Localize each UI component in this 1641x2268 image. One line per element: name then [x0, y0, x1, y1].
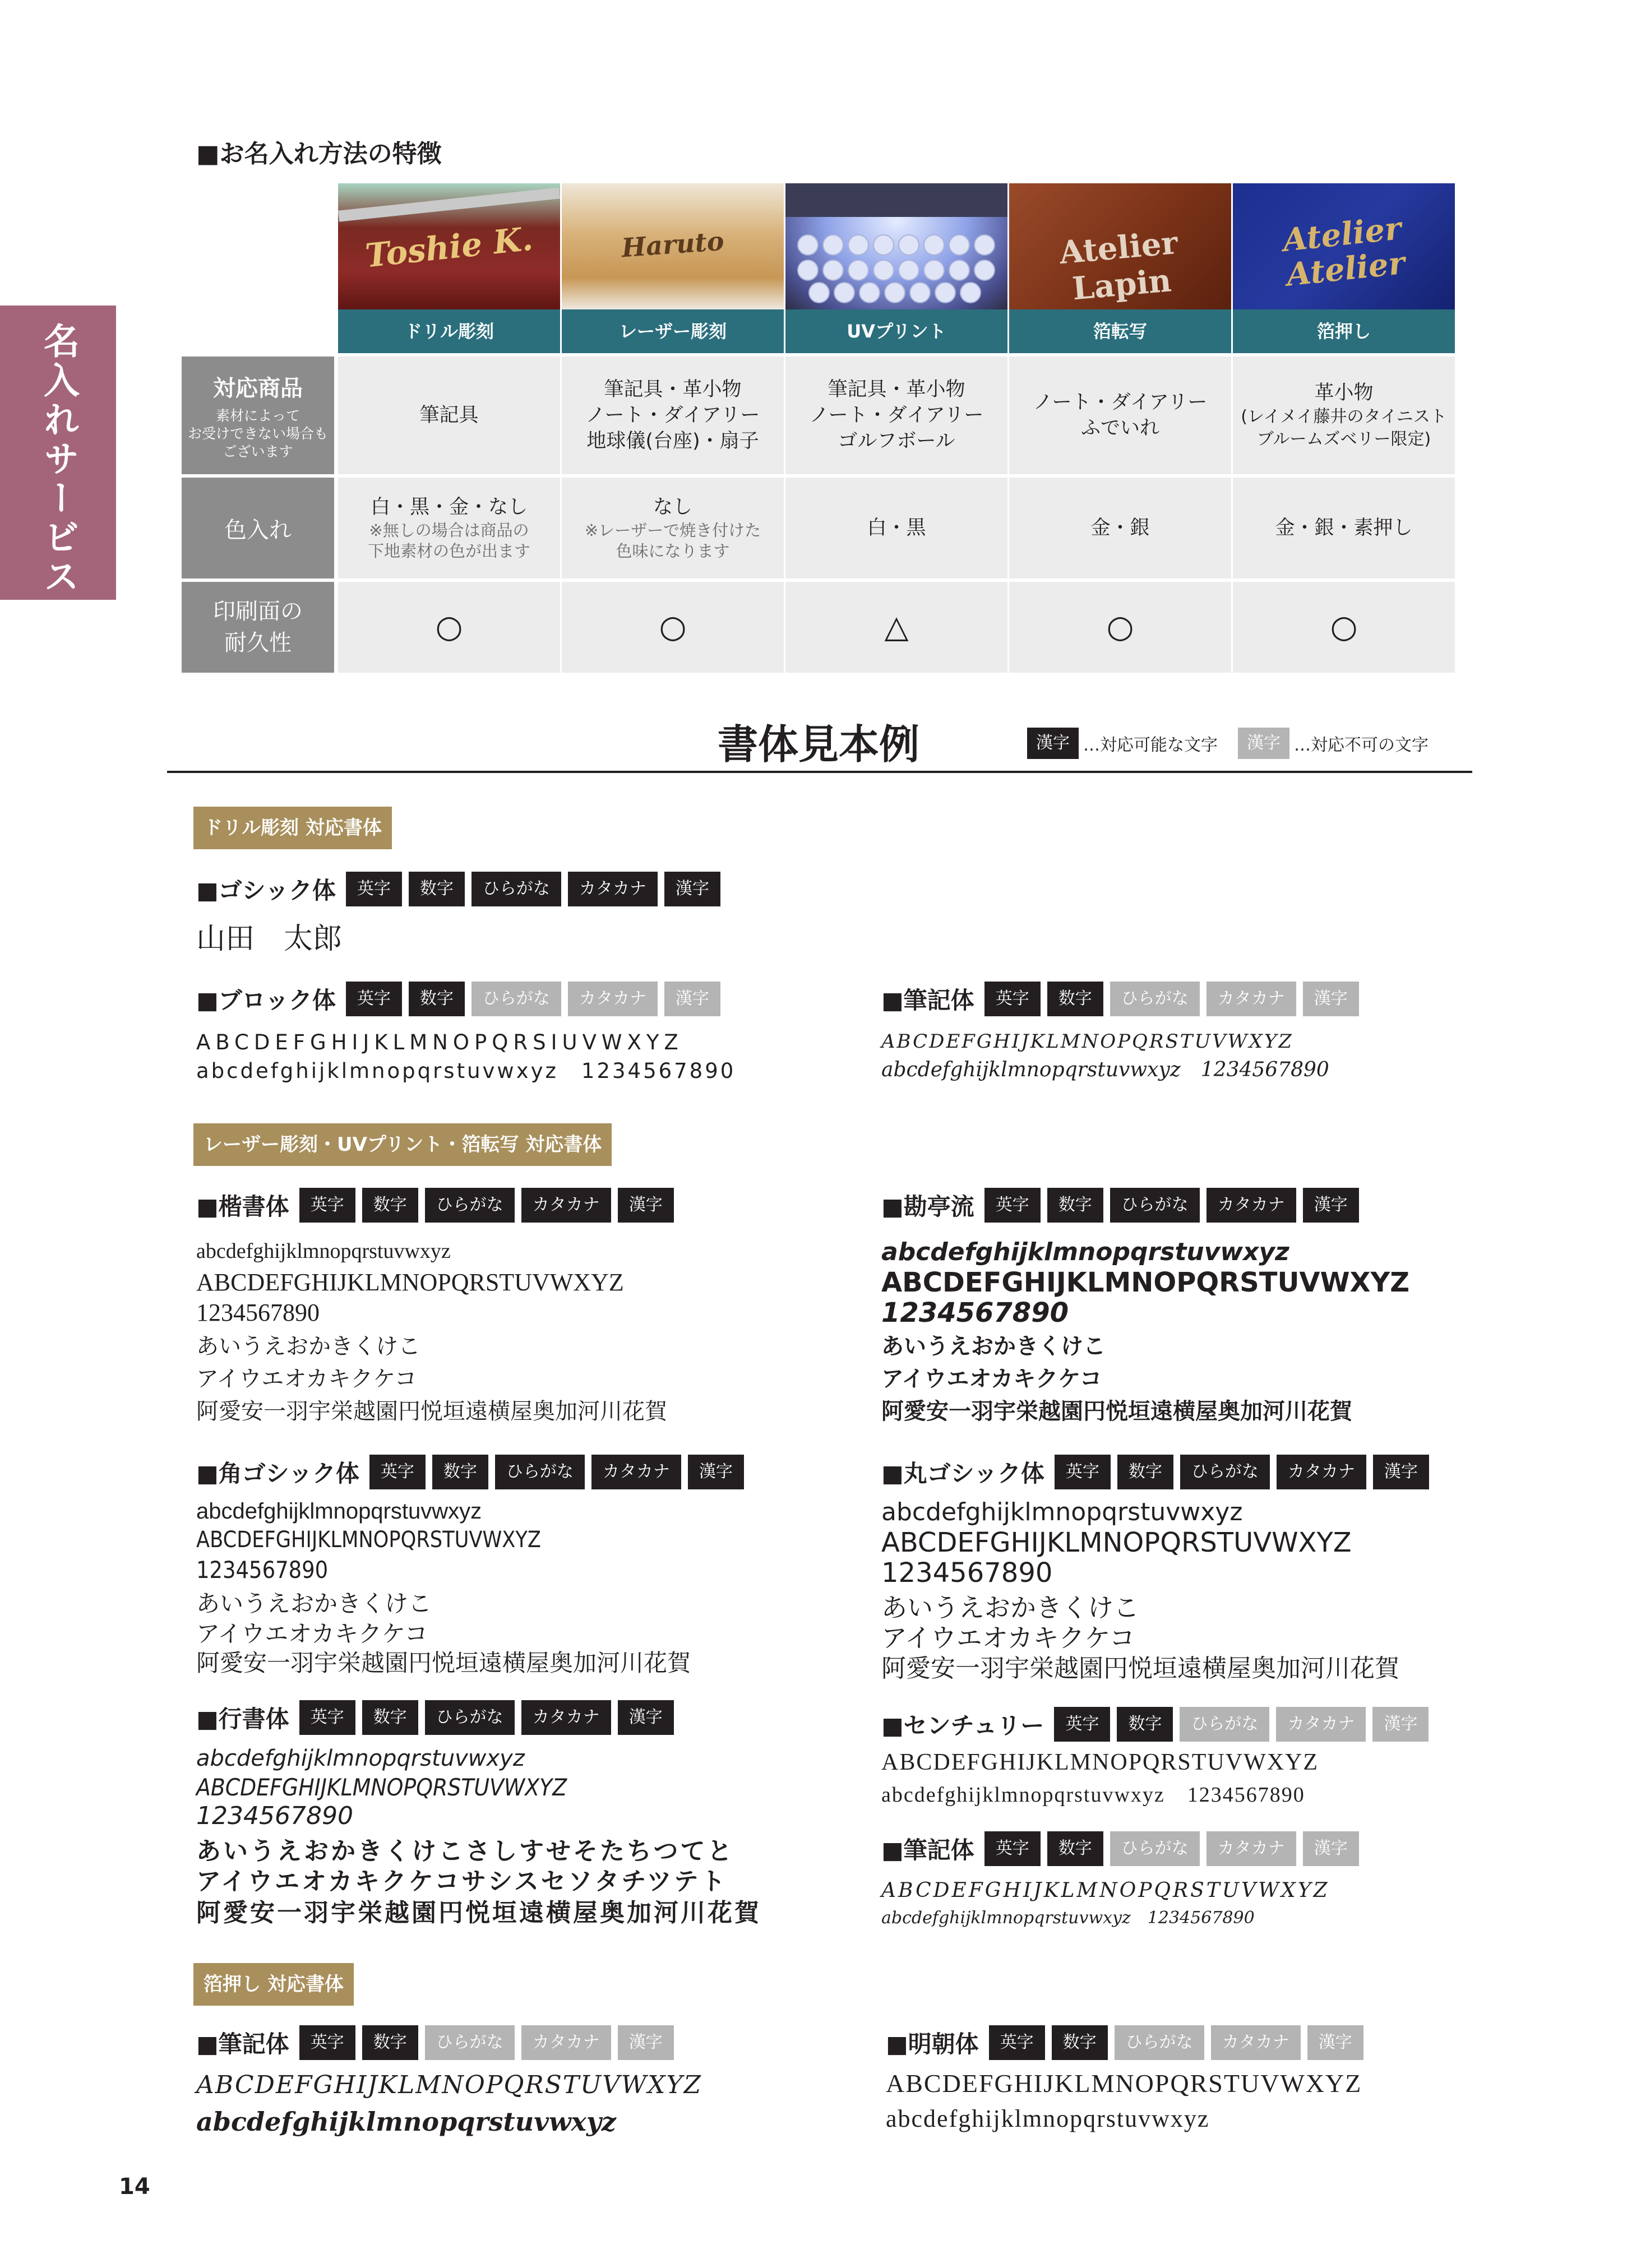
- tag-kanji: 漢字: [1303, 1831, 1359, 1866]
- font-row-kanteiryu: [881, 1187, 1366, 1223]
- legend-off-tag: 漢字: [1238, 728, 1289, 759]
- color-note: 色味になります: [616, 541, 730, 561]
- sample-gothic: 山田 太郎: [196, 922, 343, 956]
- tag-katakana: カタカナ: [1207, 1188, 1296, 1223]
- tag-hiragana: ひらがな: [1110, 982, 1200, 1016]
- sample-kanteiryu-1: abcdefghijklmnopqrstuvwxyz: [881, 1238, 1289, 1266]
- tag-numbers: 数字: [432, 1455, 488, 1489]
- tag-kanji: 漢字: [618, 2025, 674, 2060]
- sample-marugothic-1: abcdefghijklmnopqrstuvwxyz: [881, 1498, 1243, 1526]
- durability-mark: ○: [659, 609, 687, 645]
- tag-numbers: 数字: [409, 872, 465, 906]
- font-row-kaisho: [196, 1187, 681, 1223]
- sample-marugothic-4: あいうえおかきくけこ: [881, 1593, 1139, 1623]
- sample-kaisho-3: 1234567890: [196, 1299, 320, 1326]
- sample-marugothic-2: ABCDEFGHIJKLMNOPQRSTUVWXYZ: [881, 1527, 1352, 1558]
- color-main: 白・黒: [867, 517, 926, 539]
- durability-mark: ○: [1330, 609, 1358, 645]
- photo-foil-transfer: [1009, 183, 1231, 309]
- tag-hiragana: ひらがな: [1180, 1455, 1270, 1489]
- color-cell-laser: [562, 478, 784, 578]
- tag-hiragana: ひらがな: [425, 2025, 515, 2060]
- durability-mark: △: [884, 609, 909, 645]
- tag-katakana: カタカナ: [1207, 982, 1296, 1016]
- photo-foil-transfer-text: Atelier Lapin: [1057, 224, 1180, 308]
- tag-english: 英字: [346, 872, 402, 906]
- tag-kanji: 漢字: [1372, 1707, 1429, 1742]
- sample-kanteiryu-6: 阿愛安一羽宇栄越園円悦垣遠横屋奥加河川花賀: [881, 1399, 1352, 1424]
- method-header-drill: ドリル彫刻: [338, 309, 560, 353]
- tag-numbers: 数字: [1047, 1188, 1103, 1223]
- products-cell-foil-transfer: [1009, 357, 1231, 474]
- tag-numbers: 数字: [1047, 1831, 1103, 1866]
- methods-section-title: ■お名入れ方法の特徴: [196, 140, 442, 168]
- color-main: 金・銀: [1090, 517, 1150, 539]
- row-header-products-note: ございます: [223, 443, 293, 460]
- sample-kakugothic-1: abcdefghijklmnopqrstuvwxyz: [196, 1499, 482, 1524]
- tag-numbers: 数字: [362, 1700, 418, 1735]
- legend-off-text: …対応不可の文字: [1294, 735, 1429, 755]
- sample-kakugothic-5: アイウエオカキクケコ: [196, 1620, 428, 1647]
- sample-hikki-3-lower: abcdefghijklmnopqrstuvwxyz: [196, 2107, 616, 2137]
- legend-on-text: …対応可能な文字: [1083, 735, 1218, 755]
- color-cell-uv: [785, 478, 1007, 578]
- font-row-block: [196, 981, 727, 1017]
- font-name: ■筆記体: [881, 1836, 974, 1864]
- row-header-products-note: 素材によって: [215, 407, 300, 424]
- products-line: 筆記具・革小物: [828, 378, 965, 401]
- products-line: ノート・ダイアリー: [809, 404, 984, 427]
- page-number: 14: [119, 2174, 150, 2200]
- color-note: 下地素材の色が出ます: [367, 541, 530, 561]
- products-line: ふでいれ: [1080, 417, 1159, 439]
- tag-numbers: 数字: [1117, 1707, 1173, 1742]
- tag-hiragana: ひらがな: [495, 1455, 585, 1489]
- row-header-products-title: 対応商品: [213, 375, 303, 401]
- durability-cell-drill: [338, 582, 560, 673]
- tag-kanji: 漢字: [618, 1188, 674, 1223]
- tag-hiragana: ひらがな: [1180, 1707, 1269, 1742]
- sample-mincho-upper: ABCDEFGHIJKLMNOPQRSTUVWXYZ: [886, 2069, 1362, 2098]
- durability-mark: ○: [1106, 609, 1134, 645]
- products-line: 筆記具・革小物: [604, 378, 742, 401]
- tag-kanji: 漢字: [1373, 1455, 1429, 1489]
- sample-kaisho-6: 阿愛安一羽宇栄越園円悦垣遠横屋奥加河川花賀: [196, 1399, 667, 1424]
- sample-kaisho-1: abcdefghijklmnopqrstuvwxyz: [196, 1239, 451, 1263]
- photo-foil-press: [1233, 183, 1455, 309]
- products-cell-laser: [562, 357, 784, 474]
- legend-on-tag: 漢字: [1027, 728, 1079, 759]
- tag-english: 英字: [299, 2025, 355, 2060]
- sample-kanteiryu-4: あいうえおかきくけこ: [881, 1334, 1106, 1359]
- font-name: ■センチュリー: [881, 1712, 1044, 1739]
- font-samples-title: 書体見本例: [718, 720, 920, 768]
- products-cell-drill: [338, 357, 560, 474]
- sample-gyosho-5: アイウエオカキクケコサシスセソタチツテト: [196, 1867, 728, 1896]
- row-header-products: [182, 357, 334, 474]
- font-row-century: [881, 1706, 1435, 1742]
- font-name: ■ゴシック体: [196, 877, 336, 904]
- row-header-durability: [182, 582, 334, 673]
- tag-kanji: 漢字: [664, 872, 720, 906]
- products-line: ノート・ダイアリー: [1033, 391, 1208, 414]
- sample-block-lower: abcdefghijklmnopqrstuvwxyz 1234567890: [196, 1059, 736, 1083]
- sample-hikki-2-upper: ABCDEFGHIJKLMNOPQRSTUVWXYZ: [881, 1879, 1330, 1902]
- color-note: ※無しの場合は商品の: [369, 521, 529, 540]
- products-cell-foil-press: [1233, 357, 1455, 474]
- photo-drill: [338, 183, 560, 309]
- photo-laser-engraving: Haruto: [620, 225, 725, 263]
- sample-gyosho-6: 阿愛安一羽宇栄越園円悦垣遠横屋奥加河川花賀: [196, 1899, 761, 1927]
- sample-hikki-1-upper: ABCDEFGHIJKLMNOPQRSTUVWXYZ: [881, 1030, 1293, 1053]
- tag-numbers: 数字: [1117, 1455, 1173, 1489]
- legend: [1027, 728, 1429, 759]
- tag-english: 英字: [299, 1188, 355, 1223]
- durability-cell-foil-press: [1233, 582, 1455, 673]
- tag-kanji: 漢字: [688, 1455, 744, 1489]
- sample-century-upper: ABCDEFGHIJKLMNOPQRSTUVWXYZ: [881, 1749, 1319, 1775]
- tag-katakana: カタカナ: [591, 1455, 681, 1489]
- tag-hiragana: ひらがな: [1115, 2025, 1204, 2060]
- font-name: ■筆記体: [881, 987, 974, 1014]
- sample-kanteiryu-5: アイウエオカキクケコ: [881, 1366, 1102, 1392]
- font-row-marugothic: [881, 1454, 1436, 1490]
- tag-katakana: カタカナ: [1277, 1455, 1366, 1489]
- tag-kanji: 漢字: [1307, 2025, 1363, 2060]
- tag-katakana: カタカナ: [1207, 1831, 1296, 1866]
- tag-kanji: 漢字: [1303, 1188, 1359, 1223]
- sample-gyosho-1: abcdefghijklmnopqrstuvwxyz: [196, 1746, 525, 1771]
- row-header-color: [182, 478, 334, 578]
- sample-hikki-2-lower: abcdefghijklmnopqrstuvwxyz 1234567890: [881, 1908, 1255, 1928]
- tag-katakana: カタカナ: [1211, 2025, 1301, 2060]
- sample-century-lower: abcdefghijklmnopqrstuvwxyz 1234567890: [881, 1783, 1305, 1807]
- products-line: 革小物: [1314, 382, 1374, 404]
- font-row-gothic: [196, 871, 727, 907]
- products-line: ノート・ダイアリー: [585, 404, 760, 427]
- sample-kakugothic-2: ABCDEFGHIJKLMNOPQRSTUVWXYZ: [196, 1527, 542, 1553]
- color-cell-drill: [338, 478, 560, 578]
- tag-english: 英字: [989, 2025, 1045, 2060]
- sample-kaisho-2: ABCDEFGHIJKLMNOPQRSTUVWXYZ: [196, 1269, 624, 1296]
- tag-english: 英字: [1054, 1707, 1110, 1742]
- sample-gyosho-2: ABCDEFGHIJKLMNOPQRSTUVWXYZ: [196, 1774, 567, 1801]
- sample-kakugothic-4: あいうえおかきくけこ: [196, 1590, 432, 1617]
- font-name: ■筆記体: [196, 2030, 289, 2058]
- color-cell-foil-press: [1233, 478, 1455, 578]
- tag-hiragana: ひらがな: [472, 872, 561, 906]
- side-tab: [0, 306, 116, 600]
- sample-hikki-3-upper: ABCDEFGHIJKLMNOPQRSTUVWXYZ: [196, 2071, 702, 2099]
- tag-hiragana: ひらがな: [425, 1188, 515, 1223]
- photo-laser: [562, 183, 784, 309]
- sample-kaisho-5: アイウエオカキクケコ: [196, 1366, 417, 1392]
- row-header-durability-title: 印刷面の: [213, 599, 303, 624]
- font-name: ■丸ゴシック体: [881, 1460, 1044, 1487]
- tag-katakana: カタカナ: [568, 872, 658, 906]
- row-header-products-note: お受けできない場合も: [187, 425, 328, 442]
- title-divider: [167, 771, 1472, 773]
- sample-mincho-lower: abcdefghijklmnopqrstuvwxyz: [886, 2105, 1210, 2132]
- products-line: ゴルフボール: [838, 430, 955, 452]
- tag-english: 英字: [1055, 1455, 1111, 1489]
- tag-kanji: 漢字: [664, 982, 720, 1016]
- tag-katakana: カタカナ: [568, 982, 658, 1016]
- durability-mark: ○: [435, 609, 463, 645]
- tag-katakana: カタカナ: [1276, 1707, 1366, 1742]
- section-header-foil: 箔押し 対応書体: [193, 1963, 354, 2006]
- products-cell-uv: [785, 357, 1007, 474]
- durability-cell-laser: [562, 582, 784, 673]
- font-row-hikki-2: [881, 1831, 1366, 1867]
- font-name: ■行書体: [196, 1705, 289, 1733]
- sample-gyosho-4: あいうえおかきくけこさしすせそたちつてと: [196, 1837, 734, 1866]
- font-name: ■角ゴシック体: [196, 1460, 359, 1487]
- method-header-uv: UVプリント: [785, 309, 1007, 353]
- sample-kakugothic-6: 阿愛安一羽宇栄越園円悦垣遠横屋奥加河川花賀: [196, 1649, 691, 1677]
- tag-hiragana: ひらがな: [1110, 1831, 1200, 1866]
- products-line: 地球儀(台座)・扇子: [586, 430, 759, 452]
- tag-numbers: 数字: [362, 1188, 418, 1223]
- sample-kanteiryu-2: ABCDEFGHIJKLMNOPQRSTUVWXYZ: [881, 1267, 1410, 1298]
- tag-numbers: 数字: [409, 982, 465, 1016]
- color-main: 金・銀・素押し: [1275, 517, 1413, 539]
- tag-english: 英字: [346, 982, 402, 1016]
- sample-gyosho-3: 1234567890: [196, 1802, 353, 1830]
- products-line: ブルームズベリー限定): [1256, 429, 1431, 449]
- sample-block-upper: ABCDEFGHIJKLMNOPQRSIUVWXYZ: [196, 1030, 683, 1054]
- side-tab-label: 名入れサービス: [38, 322, 79, 597]
- tag-numbers: 数字: [1052, 2025, 1108, 2060]
- font-name: ■ブロック体: [196, 987, 336, 1014]
- tag-kanji: 漢字: [1303, 982, 1359, 1016]
- color-cell-foil-transfer: [1009, 478, 1231, 578]
- photo-drill-engraving: Toshie K.: [363, 219, 535, 275]
- sample-kaisho-4: あいうえおかきくけこ: [196, 1334, 420, 1359]
- sample-marugothic-5: アイウエオカキクケコ: [881, 1623, 1135, 1653]
- section-header-drill: ドリル彫刻 対応書体: [193, 807, 392, 849]
- row-header-durability-title: 耐久性: [224, 630, 292, 656]
- sample-kakugothic-3: 1234567890: [196, 1556, 329, 1584]
- font-row-mincho: [886, 2025, 1370, 2061]
- tag-kanji: 漢字: [618, 1700, 674, 1735]
- color-main: 白・黒・金・なし: [370, 496, 528, 519]
- tag-english: 英字: [299, 1700, 355, 1735]
- tag-english: 英字: [984, 982, 1041, 1016]
- tag-katakana: カタカナ: [521, 1700, 611, 1735]
- durability-cell-foil-transfer: [1009, 582, 1231, 673]
- font-row-hikki-1: [881, 981, 1366, 1017]
- products-line: (レイメイ藤井のタイニスト: [1241, 407, 1447, 427]
- sample-marugothic-3: 1234567890: [881, 1557, 1053, 1589]
- products-line: 筆記具: [419, 404, 479, 427]
- font-name: ■明朝体: [886, 2030, 979, 2058]
- font-row-gyosho: [196, 1700, 681, 1735]
- font-row-hikki-3: [196, 2025, 681, 2061]
- color-main: なし: [653, 496, 692, 519]
- tag-english: 英字: [984, 1831, 1041, 1866]
- tag-english: 英字: [984, 1188, 1041, 1223]
- tag-english: 英字: [369, 1455, 426, 1489]
- durability-cell-uv: [785, 582, 1007, 673]
- tag-hiragana: ひらがな: [425, 1700, 515, 1735]
- tag-hiragana: ひらがな: [1110, 1188, 1200, 1223]
- method-header-laser: レーザー彫刻: [562, 309, 784, 353]
- tag-numbers: 数字: [1047, 982, 1103, 1016]
- section-header-laser: レーザー彫刻・UVプリント・箔転写 対応書体: [193, 1123, 612, 1166]
- font-name: ■勘亭流: [881, 1193, 974, 1220]
- sample-hikki-1-lower: abcdefghijklmnopqrstuvwxyz 1234567890: [881, 1058, 1329, 1081]
- method-header-foil-transfer: 箔転写: [1009, 309, 1231, 353]
- photo-foil-press-text: Atelier Atelier: [1281, 210, 1407, 294]
- tag-katakana: カタカナ: [521, 2025, 611, 2060]
- tag-hiragana: ひらがな: [472, 982, 561, 1016]
- font-row-kakugothic: [196, 1454, 751, 1490]
- sample-kanteiryu-3: 1234567890: [881, 1297, 1069, 1329]
- photo-uv: [785, 183, 1007, 309]
- tag-katakana: カタカナ: [521, 1188, 611, 1223]
- method-header-foil-press: 箔押し: [1233, 309, 1455, 353]
- color-note: ※レーザーで焼き付けた: [584, 521, 761, 540]
- row-header-color-title: 色入れ: [224, 517, 292, 543]
- tag-numbers: 数字: [362, 2025, 418, 2060]
- font-name: ■楷書体: [196, 1193, 289, 1220]
- sample-marugothic-6: 阿愛安一羽宇栄越園円悦垣遠横屋奥加河川花賀: [881, 1654, 1399, 1683]
